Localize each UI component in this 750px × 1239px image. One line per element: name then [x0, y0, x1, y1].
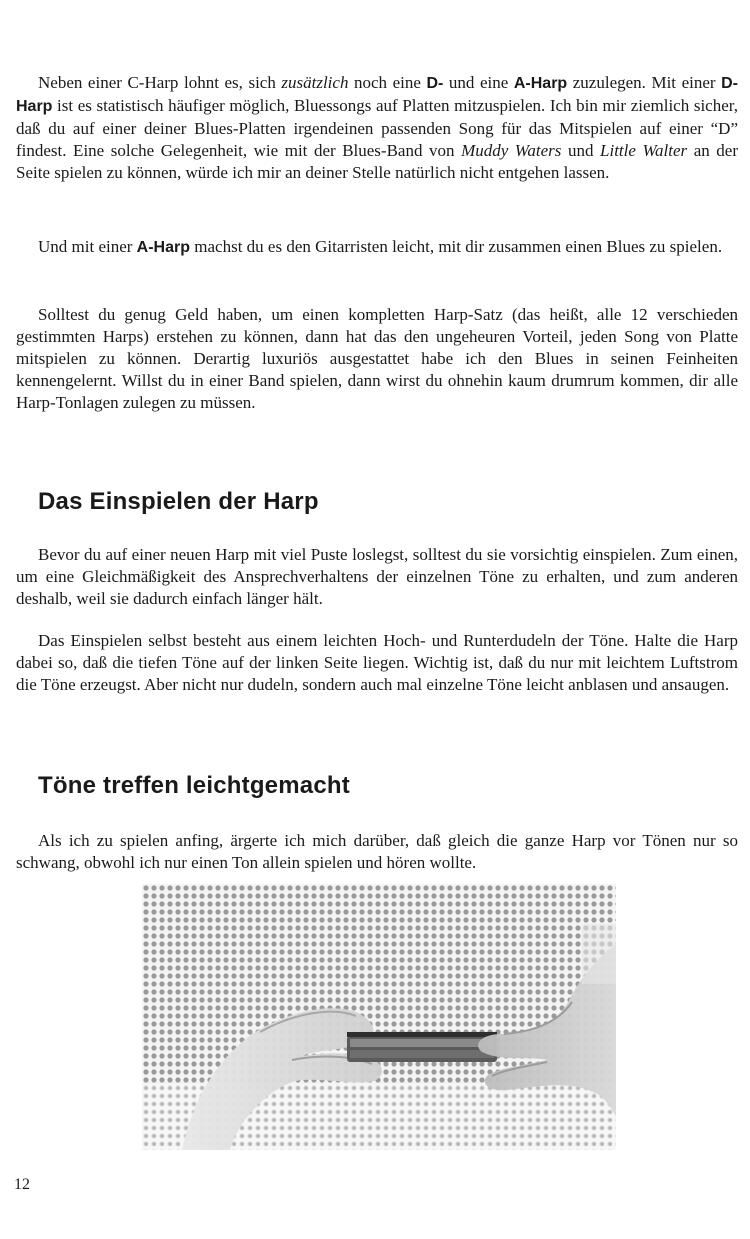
text-run: und eine [443, 73, 514, 92]
harmonica-shape [347, 1032, 497, 1062]
section-heading-toene-treffen: Töne treffen leichtgemacht [38, 772, 350, 799]
paragraph-einspielen-method: Das Einspielen selbst besteht aus einem leichten Hoch- und Runterdudeln der Töne. Halte die Harp dabei so, daß die tiefen Töne auf der linken Seite liegen. Wichtig ist, daß du nur mit leichtem Luftstrom die Töne erzeugst. Aber nicht nur dudeln, sondern auch mal einzelne Töne leicht anblasen und ansaugen. [16, 631, 738, 694]
page-number: 12 [14, 1176, 30, 1193]
bold-text: D-Harp [16, 75, 738, 115]
paragraph-harp-recommendation [16, 72, 738, 184]
text-run: ist es statistisch häufiger möglich, Bluessongs auf Platten mitzuspielen. Ich bin mir ziemlich sicher, daß du auf einer deiner Blues-Platten irgendeinen passenden Song für das Mitspielen auf einer “D” findest. Eine solche Gelegenheit, wie mit der Blues-Band von [16, 96, 738, 160]
bold-text: A-Harp [513, 75, 568, 92]
photo-hands-holding-harmonica [142, 884, 616, 1150]
text-run: Neben einer C-Harp lohnt es, sich [38, 73, 282, 92]
emphasis-text: zusätzlich [281, 73, 349, 92]
bold-text: D- [426, 75, 444, 92]
section-heading-einspielen: Das Einspielen der Harp [38, 488, 319, 515]
bold-text: A-Harp [136, 239, 191, 256]
text-run: und [561, 141, 601, 160]
text-run: noch eine [348, 73, 427, 92]
emphasis-text: Little Walter [600, 141, 688, 160]
paragraph-a-harp [16, 236, 738, 259]
emphasis-text: Muddy Waters [461, 141, 562, 160]
text-run: an der Seite spielen zu können, würde ich mir an deiner Stelle natürlich nicht entgehen lassen. [16, 141, 739, 182]
text-run: Und mit einer [38, 237, 137, 256]
paragraph-toene-treffen: Als ich zu spielen anfing, ärgerte ich mich darüber, daß gleich die ganze Harp vor Tönen nur so schwang, obwohl ich nur einen Ton allein spielen und hören wollte. [16, 831, 738, 872]
text-run: machst du es den Gitarristen leicht, mit dir zusammen einen Blues zu spielen. [190, 237, 723, 256]
paragraph-harp-set: Solltest du genug Geld haben, um einen kompletten Harp-Satz (das heißt, alle 12 verschieden gestimmten Harps) erstehen zu können, dann hat das den ungeheuren Vorteil, jeden Song von Platte mitspielen zu können. Derartig luxuriös ausgestattet habe ich den Blues in seinen Feinheiten kennengelernt. Willst du in einer Band spielen, dann wirst du ohnehin kaum drumrum kommen, dir alle Harp-Tonlagen zulegen zu müssen. [16, 305, 738, 412]
text-run: zuzulegen. Mit einer [567, 73, 722, 92]
paragraph-einspielen-intro: Bevor du auf einer neuen Harp mit viel Puste loslegst, solltest du sie vorsichtig einspielen. Zum einen, um eine Gleichmäßigkeit des Ansprechverhaltens der einzelnen Töne zu erhalten, und zum anderen deshalb, weil sie dadurch einfach länger hält. [16, 545, 738, 608]
